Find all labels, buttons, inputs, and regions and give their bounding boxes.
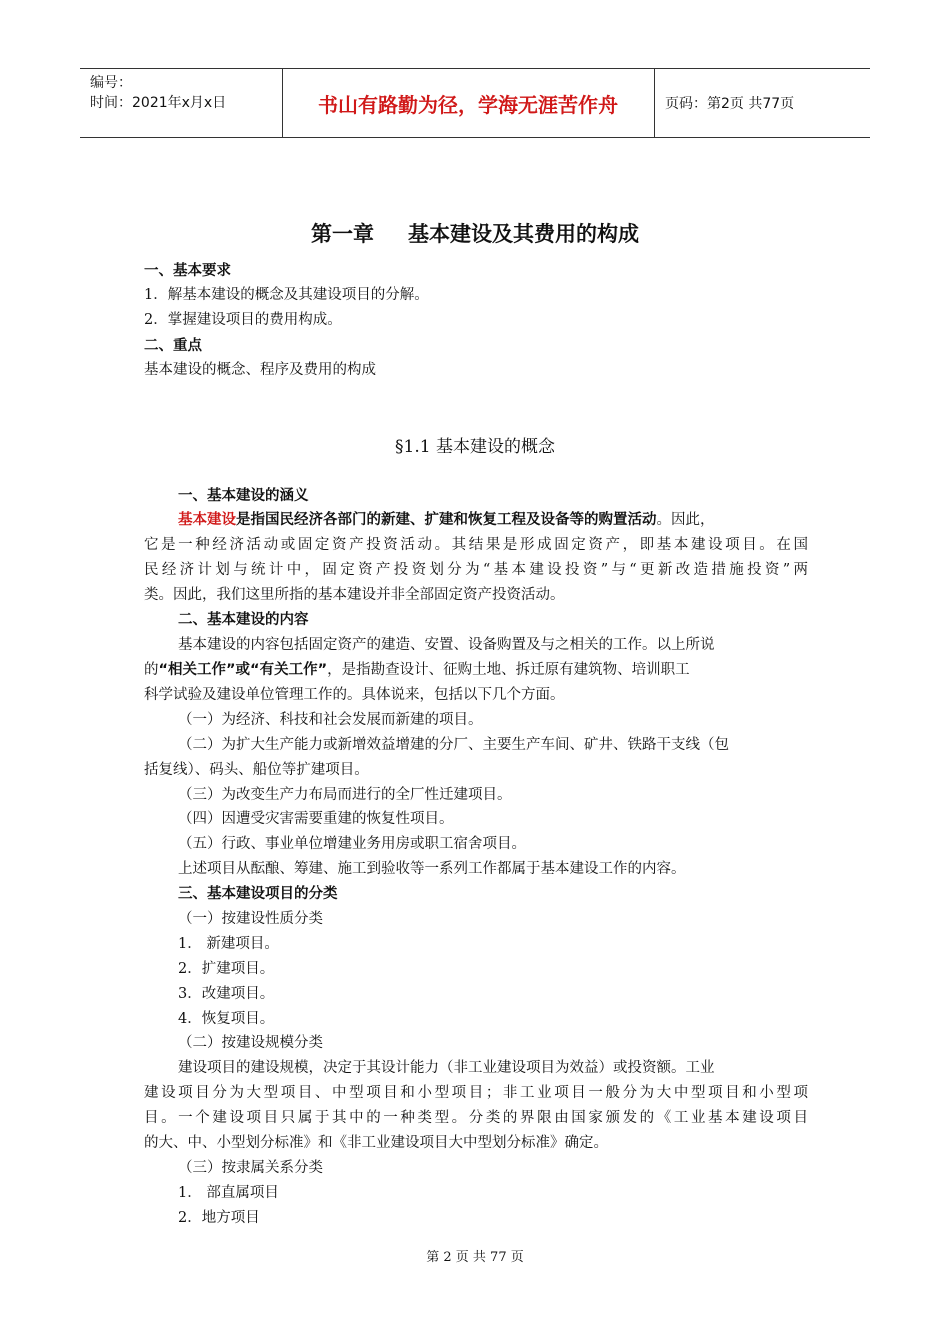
list-item: 4．恢复项目。 xyxy=(178,1011,275,1027)
requirement-item: 1．解基本建设的概念及其建设项目的分解。 xyxy=(144,287,429,303)
page-footer: 第 2 页 共 77 页 xyxy=(426,1250,524,1265)
heading-meaning: 一、基本建设的涵义 xyxy=(178,488,309,504)
paragraph-line: 目。一个建设项目只属于其中的一种类型。分类的界限由国家颁发的《工业基本建设项目 xyxy=(144,1110,808,1126)
key-points-heading: 二、重点 xyxy=(144,338,202,354)
paragraph-text: 。因此， xyxy=(656,512,715,528)
list-item: （五）行政、事业单位增建业务用房或职工宿舍项目。 xyxy=(178,836,526,852)
chapter-title xyxy=(0,218,950,248)
list-item: 3．改建项目。 xyxy=(178,986,275,1002)
chapter-name: 基本建设及其费用的构成 xyxy=(408,222,639,246)
header-page-info: 页码：第2页 共77页 xyxy=(665,96,795,112)
paragraph-text: 的 xyxy=(144,662,159,678)
page-header xyxy=(80,68,870,138)
subheading: （三）按隶属关系分类 xyxy=(178,1160,323,1176)
list-item: 1． 新建项目。 xyxy=(178,936,279,952)
list-item: 1． 部直属项目 xyxy=(178,1185,279,1201)
list-item: （二）为扩大生产能力或新增效益增建的分厂、主要生产车间、矿井、铁路干支线（包 xyxy=(178,737,729,753)
subheading: （一）按建设性质分类 xyxy=(178,911,323,927)
list-item: （一）为经济、科技和社会发展而新建的项目。 xyxy=(178,712,483,728)
header-time-label: 时间：2021年x月x日 xyxy=(90,95,227,111)
list-item-continuation: 括复线）、码头、船位等扩建项目。 xyxy=(144,762,369,778)
header-divider xyxy=(654,69,655,137)
paragraph-line: 类。因此，我们这里所指的基本建设并非全部固定资产投资活动。 xyxy=(144,587,565,603)
paragraph-line: 科学试验及建设单位管理工作的。具体说来，包括以下几个方面。 xyxy=(144,687,565,703)
requirement-item: 2．掌握建设项目的费用构成。 xyxy=(144,312,342,328)
paragraph-line: 上述项目从酝酿、筹建、施工到验收等一系列工作都属于基本建设工作的内容。 xyxy=(178,861,686,877)
paragraph-line: 民经济计划与统计中，固定资产投资划分为“基本建设投资”与“更新改造措施投资”两 xyxy=(144,562,808,578)
term-basic-construction: 基本建设 xyxy=(178,512,236,528)
list-item: （四）因遭受灾害需要重建的恢复性项目。 xyxy=(178,811,454,827)
related-work-term: “相关工作”或“有关工作” xyxy=(158,662,328,678)
header-number-label: 编号： xyxy=(90,75,132,91)
header-meta xyxy=(90,73,226,113)
header-motto: 书山有路勤为径，学海无涯苦作舟 xyxy=(318,92,618,117)
chapter-number: 第一章 xyxy=(311,222,374,246)
key-points-text: 基本建设的概念、程序及费用的构成 xyxy=(144,362,376,378)
paragraph-line: 建设项目分为大型项目、中型项目和小型项目；非工业项目一般分为大中型项目和小型项 xyxy=(144,1085,808,1101)
term-definition: 是指国民经济各部门的新建、扩建和恢复工程及设备等的购置活动 xyxy=(236,512,657,528)
subheading: （二）按建设规模分类 xyxy=(178,1035,323,1051)
heading-content: 二、基本建设的内容 xyxy=(178,612,309,628)
paragraph-text: ，是指勘查设计、征购土地、拆迁原有建筑物、培训职工 xyxy=(327,662,690,678)
paragraph-line xyxy=(144,658,690,682)
list-item: （三）为改变生产力布局而进行的全厂性迁建项目。 xyxy=(178,787,512,803)
paragraph-line: 它是一种经济活动或固定资产投资活动。其结果是形成固定资产，即基本建设项目。在国 xyxy=(144,537,808,553)
list-item: 2．地方项目 xyxy=(178,1210,260,1226)
paragraph-line: 基本建设的内容包括固定资产的建造、安置、设备购置及与之相关的工作。以上所说 xyxy=(178,637,715,653)
requirements-heading: 一、基本要求 xyxy=(144,263,231,279)
paragraph-line: 的大、中、小型划分标准》和《非工业建设项目大中型划分标准》确定。 xyxy=(144,1135,608,1151)
heading-classification: 三、基本建设项目的分类 xyxy=(178,886,338,902)
list-item: 2．扩建项目。 xyxy=(178,961,275,977)
section-title: §1.1 基本建设的概念 xyxy=(395,437,555,457)
paragraph-line xyxy=(178,508,715,532)
paragraph-line: 建设项目的建设规模，决定于其设计能力（非工业建设项目为效益）或投资额。工业 xyxy=(178,1060,715,1076)
